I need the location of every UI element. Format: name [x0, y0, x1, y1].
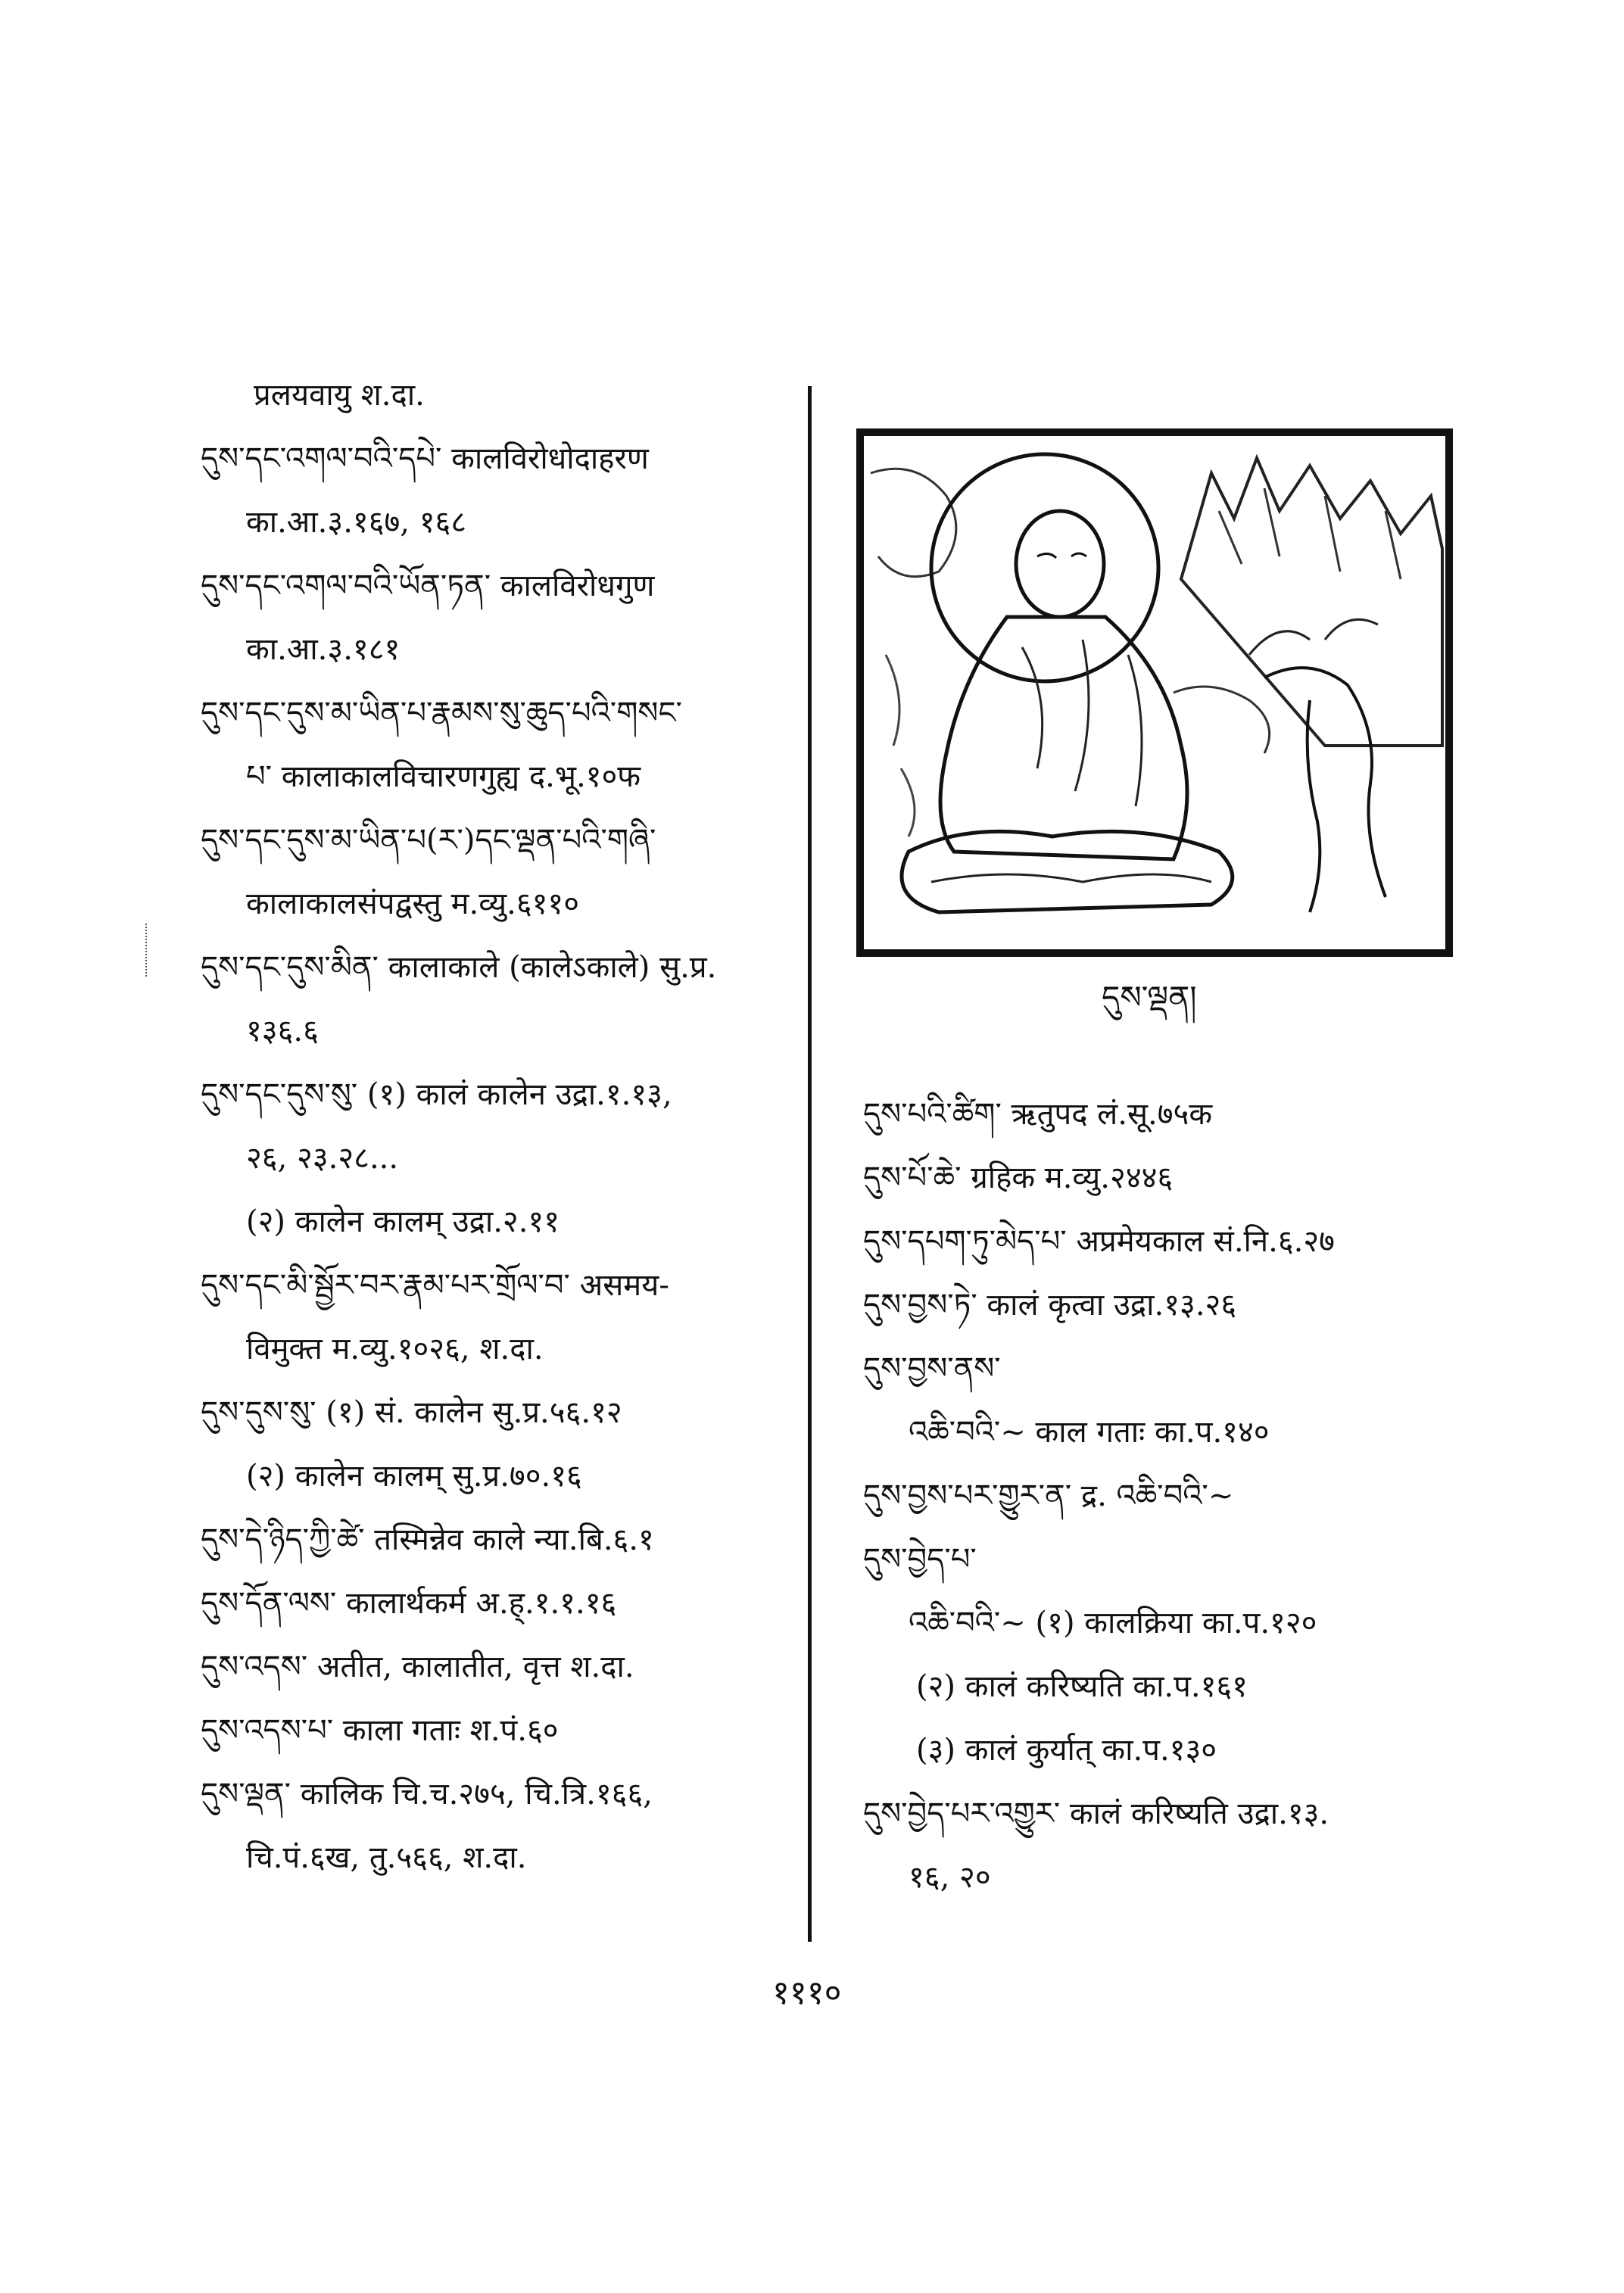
left-column: [201, 363, 806, 1890]
entry-line: དུས་དང་འགལ་བའི་དཔེ་ कालविरोधोदाहरण: [201, 441, 649, 476]
column-divider: [808, 386, 812, 1942]
entry-line: དུས་བྱེད་པར་འགྱུར་ कालं करिष्यति उद्रा.१३.: [863, 1796, 1329, 1831]
entry-line: དུས་དུས་སུ་ (१) सं. कालेन सु.प्र.५६.१२: [201, 1395, 622, 1430]
entry-line: १३६.६: [246, 1014, 319, 1048]
margin-mark: [145, 924, 150, 977]
entry-line: का.आ.३.१८१: [246, 632, 401, 667]
entry-line: २६, २३.२८...: [246, 1141, 399, 1176]
entry-line: का.आ.३.१६७, १६८: [246, 505, 467, 540]
entry-line: དུས་དེ་ཉིད་ཀྱི་ཚེ་ तस्मिन्नेव काले न्या.बि.६.१: [201, 1522, 654, 1557]
entry-line: དུས་འདས་ अतीत, कालातीत, वृत्त श.दा.: [201, 1650, 634, 1684]
entry-line: འཆི་བའི་~ काल गताः का.प.१४०: [909, 1415, 1270, 1450]
entry-line: (२) कालेन कालम् उद्रा.२.११: [246, 1204, 560, 1239]
entry-line: कालाकालसंपद्वस्तु म.व्यु.६११०: [246, 886, 580, 921]
entry-line: དུས་དཔག་ཏུ་མེད་པ་ अप्रमेयकाल सं.नि.६.२७: [863, 1224, 1335, 1259]
entry-line: དུས་དང་དུས་མིན་ कालाकाले (कालेऽकाले) सु.प्र.: [201, 950, 717, 985]
entry-line: (२) कालं करिष्यति का.प.१६१: [916, 1669, 1248, 1704]
entry-line: དུས་བྱས་པར་གྱུར་ན་ द्र. འཆི་བའི་~: [863, 1478, 1234, 1513]
entry-line: དུས་དང་མི་སྦྱོར་བར་རྣམ་པར་གྲོལ་བ་ असमय-: [201, 1268, 669, 1303]
entry-line: དུས་དང་དུས་སུ་ (१) कालं कालेन उद्रा.१.१३,: [201, 1077, 672, 1112]
entry-line: དུས་དོན་ལས་ कालार्थकर्म अ.ह्.१.१.१६: [201, 1586, 617, 1621]
entry-line: དུས་པའི་ཚིག་ ऋतुपद लं.सू.७५क: [863, 1097, 1213, 1132]
entry-line: པ་ कालाकालविचारणगुह्य द.भू.१०फ: [246, 759, 641, 794]
entry-line: འཆི་བའི་~ (१) कालक्रिया का.प.१२०: [909, 1606, 1317, 1640]
entry-line: (२) कालेन कालम् सु.प्र.७०.१६: [246, 1459, 582, 1494]
entry-line: (३) कालं कुर्यात् का.प.१३०: [916, 1733, 1217, 1768]
entry-line: དུས་ལྡན་ कालिक चि.च.२७५, चि.त्रि.१६६,: [201, 1777, 653, 1812]
right-column: [863, 1083, 1514, 1909]
entry-line: དུས་དང་འགལ་བའི་ཡོན་ཏན་ कालविरोधगुण: [201, 569, 655, 603]
illustration-caption: དུས་ལྡན།: [1102, 979, 1197, 1016]
entry-line: དུས་པོ་ཆེ་ ग्रहिक म.व्यु.२४४६: [863, 1161, 1174, 1195]
entry-line: चि.पं.६ख, तु.५६६, श.दा.: [246, 1840, 527, 1875]
entry-line: དུས་དང་དུས་མ་ཡིན་པ་རྣམས་སུ་ཆུད་པའི་གསང་: [201, 696, 682, 731]
entry-line: དུས་འདས་པ་ काला गताः श.पं.६०: [201, 1713, 559, 1748]
entry-line: प्रलयवायु श.दा.: [254, 378, 425, 413]
entry-line: १६, २०: [909, 1860, 991, 1895]
entry-line: དུས་བྱེད་པ་: [863, 1542, 977, 1577]
entry-line: དུས་བྱས་ནས་: [863, 1351, 1001, 1386]
entry-line: विमुक्त म.व्यु.१०२६, श.दा.: [246, 1332, 544, 1366]
page-number: १११०: [772, 1974, 842, 2012]
monk-illustration: [856, 428, 1454, 958]
entry-line: དུས་དང་དུས་མ་ཡིན་པ(ར་)དང་ལྡན་པའི་གཞི་: [201, 823, 656, 858]
entry-line: དུས་བྱས་ཏེ་ कालं कृत्वा उद्रा.१३.२६: [863, 1288, 1237, 1323]
